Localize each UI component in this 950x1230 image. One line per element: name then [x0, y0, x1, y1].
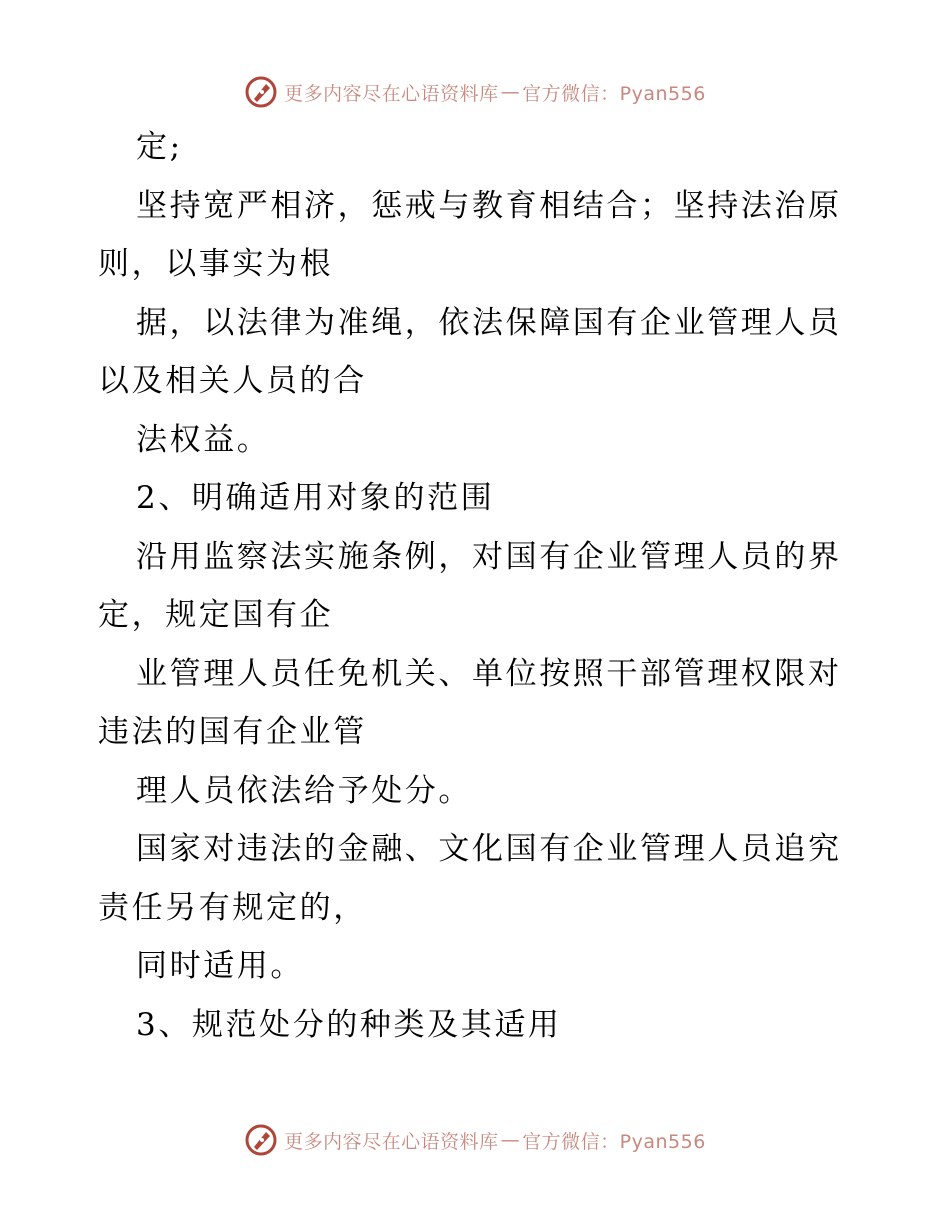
footer-watermark — [0, 1120, 950, 1160]
section-heading: 2、明确适用对象的范围 — [136, 480, 495, 516]
document-body — [98, 118, 858, 1054]
watermark-text: 更多内容尽在心语资料库 — [284, 82, 499, 105]
section-heading: 3、规范处分的种类及其适用 — [136, 1006, 562, 1043]
body-line: 沿用监察法实施条例，对国有企业管理人员的界 — [136, 538, 842, 575]
body-line: 违法的国有企业管 — [98, 714, 367, 750]
body-line: 责任另有规定的， — [98, 889, 367, 926]
body-line: 理人员依法给予处分。 — [136, 772, 472, 809]
header-watermark — [0, 72, 950, 112]
body-line: 以及相关人员的合 — [98, 363, 367, 399]
body-line: 业管理人员任免机关、单位按照干部管理权限对 — [136, 655, 842, 692]
body-line: 定，规定国有企 — [98, 597, 334, 633]
watermark-contact: 官方微信：Pyan556 — [522, 82, 706, 105]
watermark-contact: 官方微信：Pyan556 — [522, 1130, 706, 1153]
body-line: 则，以事实为根 — [98, 246, 334, 282]
body-line: 国家对违法的金融、文化国有企业管理人员追究 — [136, 831, 842, 867]
pen-nib-logo-icon — [244, 1123, 278, 1157]
pen-nib-logo-icon — [244, 75, 278, 109]
body-line: 同时适用。 — [136, 948, 304, 984]
body-line: 定; — [136, 129, 183, 165]
watermark-text: 更多内容尽在心语资料库 — [284, 1130, 499, 1153]
body-line: 法权益。 — [136, 421, 271, 458]
watermark-separator: — — [500, 1129, 521, 1151]
watermark-separator: — — [500, 81, 521, 103]
body-line: 据，以法律为准绳，依法保障国有企业管理人员 — [136, 304, 842, 341]
body-line: 坚持宽严相济，惩戒与教育相结合；坚持法治原 — [136, 187, 842, 224]
